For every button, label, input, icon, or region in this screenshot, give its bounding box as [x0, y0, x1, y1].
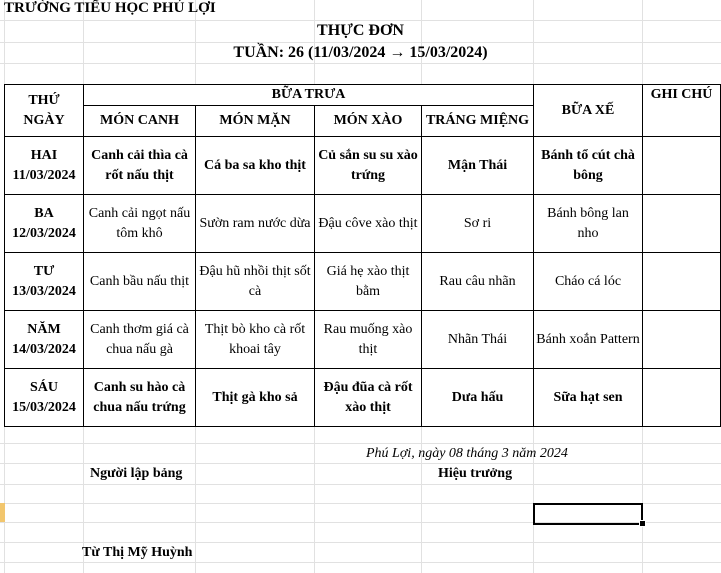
place-date: Phú Lợi, ngày 08 tháng 3 năm 2024: [366, 446, 568, 461]
stir-fry-cell: Đậu côve xào thịt: [315, 195, 422, 253]
day-date: 15/03/2024: [12, 399, 76, 415]
day-name: SÁU: [29, 379, 58, 395]
day-date: 13/03/2024: [12, 283, 76, 299]
stir-fry-cell: Đậu đũa cà rốt xào thịt: [315, 369, 422, 427]
note-cell: [643, 369, 721, 427]
soup-cell: Canh thơm giá cà chua nấu gà: [84, 311, 196, 369]
afternoon-cell: Bánh tổ cút chà bông: [534, 137, 643, 195]
header-dessert: TRÁNG MIỆNG: [422, 106, 534, 137]
day-name: HAI: [30, 147, 58, 163]
stir-fry-cell: Rau muống xào thịt: [315, 311, 422, 369]
fill-handle[interactable]: [639, 520, 646, 527]
soup-cell: Canh bầu nấu thịt: [84, 253, 196, 311]
week-title: TUẦN: 26 (11/03/2024 → 15/03/2024): [233, 44, 488, 61]
preparer-label: Người lập bảng: [90, 466, 183, 481]
table-row: [5, 369, 721, 427]
dessert-cell: Sơ ri: [422, 195, 534, 253]
note-cell: [643, 195, 721, 253]
day-cell: [5, 137, 84, 195]
header-notes: GHI CHÚ: [643, 85, 721, 137]
dessert-cell: Nhãn Thái: [422, 311, 534, 369]
day-name: NĂM: [27, 321, 61, 337]
day-cell: [5, 195, 84, 253]
soup-cell: Canh su hào cà chua nấu trứng: [84, 369, 196, 427]
day-date: 12/03/2024: [12, 225, 76, 241]
header-salty: MÓN MẶN: [196, 106, 315, 137]
salty-cell: Cá ba sa kho thịt: [196, 137, 315, 195]
dessert-cell: Dưa hấu: [422, 369, 534, 427]
note-cell: [643, 253, 721, 311]
note-cell: [643, 137, 721, 195]
day-cell: [5, 253, 84, 311]
afternoon-cell: Cháo cá lóc: [534, 253, 643, 311]
header-lunch: BỮA TRƯA: [84, 85, 534, 106]
dessert-cell: Rau câu nhãn: [422, 253, 534, 311]
day-cell: [5, 311, 84, 369]
day-name: TƯ: [33, 263, 55, 279]
table-row: [5, 311, 721, 369]
dessert-cell: Mận Thái: [422, 137, 534, 195]
soup-cell: Canh cải thìa cà rốt nấu thịt: [84, 137, 196, 195]
day-name: BA: [34, 205, 54, 221]
stir-fry-cell: Giá hẹ xào thịt bằm: [315, 253, 422, 311]
row-selection-marker: [0, 503, 5, 522]
table-row: [5, 137, 721, 195]
salty-cell: Thịt gà kho sả: [196, 369, 315, 427]
salty-cell: Đậu hũ nhồi thịt sốt cà: [196, 253, 315, 311]
salty-cell: Thịt bò kho cà rốt khoai tây: [196, 311, 315, 369]
salty-cell: Sườn ram nước dừa: [196, 195, 315, 253]
school-name: TRƯỜNG TIỂU HỌC PHÚ LỢI: [4, 0, 216, 16]
header-afternoon: BỮA XẾ: [534, 85, 643, 137]
header-soup: MÓN CANH: [84, 106, 196, 137]
menu-title: THỰC ĐƠN: [317, 22, 404, 39]
soup-cell: Canh cải ngọt nấu tôm khô: [84, 195, 196, 253]
table-row: [5, 253, 721, 311]
preparer-name: Từ Thị Mỹ Huỳnh: [82, 545, 193, 560]
note-cell: [643, 311, 721, 369]
afternoon-cell: Bánh xoắn Pattern: [534, 311, 643, 369]
stir-fry-cell: Củ sắn su su xào trứng: [315, 137, 422, 195]
day-date: 14/03/2024: [12, 341, 76, 357]
header-day: THỨ NGÀY: [5, 85, 84, 137]
menu-table: [4, 84, 721, 427]
day-date: 11/03/2024: [12, 167, 76, 183]
selected-cell[interactable]: [533, 503, 643, 525]
principal-label: Hiệu trưởng: [438, 466, 513, 481]
afternoon-cell: Bánh bông lan nho: [534, 195, 643, 253]
table-row: [5, 195, 721, 253]
day-cell: [5, 369, 84, 427]
header-stir-fry: MÓN XÀO: [315, 106, 422, 137]
afternoon-cell: Sữa hạt sen: [534, 369, 643, 427]
